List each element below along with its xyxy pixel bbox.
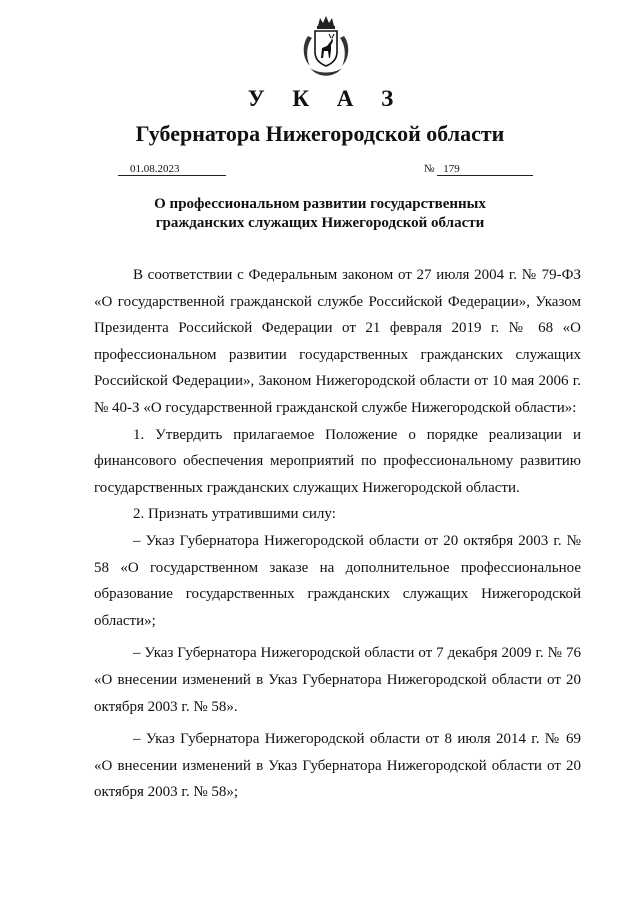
paragraph-repealed-2: – Указ Губернатора Нижегородской области от 7 декабря 2009 г. № 76 «О внесении изменений в Указ Губернатора Нижегородской области от 20 октября 2003 г. № 58». <box>94 645 581 715</box>
number-sign: № <box>424 163 435 175</box>
issuer-title: Губернатора Нижегородской области <box>135 121 505 146</box>
paragraph-repealed-1: – Указ Губернатора Нижегородской области от 20 октября 2003 г. № 58 «О государственном заказе на дополнительное профессиональное образование государственных гражданских служащих Нижегородской области»; <box>94 532 581 629</box>
paragraph-item-1: 1. Утвердить прилагаемое Положение о порядке реализации и финансового обеспечения мероприятий по профессиональному развитию государственных гражданских служащих Нижегородской области. <box>94 426 581 496</box>
paragraph-repealed-3: – Указ Губернатора Нижегородской области от 8 июля 2014 г. № 69 «О внесении изменений в Указ Губернатора Нижегородской области от 20 октября 2003 г. № 58»; <box>94 731 581 801</box>
document-body <box>94 262 581 806</box>
document-title <box>0 195 640 233</box>
document-date <box>118 163 226 176</box>
number-value: 179 <box>437 163 533 176</box>
title-line-2: гражданских служащих Нижегородской области <box>155 215 485 231</box>
paragraph-item-2: 2. Признать утратившими силу: <box>133 506 336 523</box>
document-type: У К А З <box>247 86 405 111</box>
coat-of-arms-icon <box>298 14 354 80</box>
date-value: 01.08.2023 <box>118 163 226 176</box>
title-line-1: О профессиональном развитии государственных <box>154 196 486 212</box>
document-number <box>424 163 533 176</box>
paragraph-preamble: В соответствии с Федеральным законом от 27 июля 2004 г. № 79-ФЗ «О государственной гражданской службе Российской Федерации», Указом Президента Российской Федерации от 21 февраля 2019 г. № 68 «О профессиональном развитии государственных гражданских служащих Российской Федерации», Законом Нижегородской области от 10 мая 2006 г. № 40-З «О государственной гражданской службе Нижегородской области»: <box>94 267 581 416</box>
